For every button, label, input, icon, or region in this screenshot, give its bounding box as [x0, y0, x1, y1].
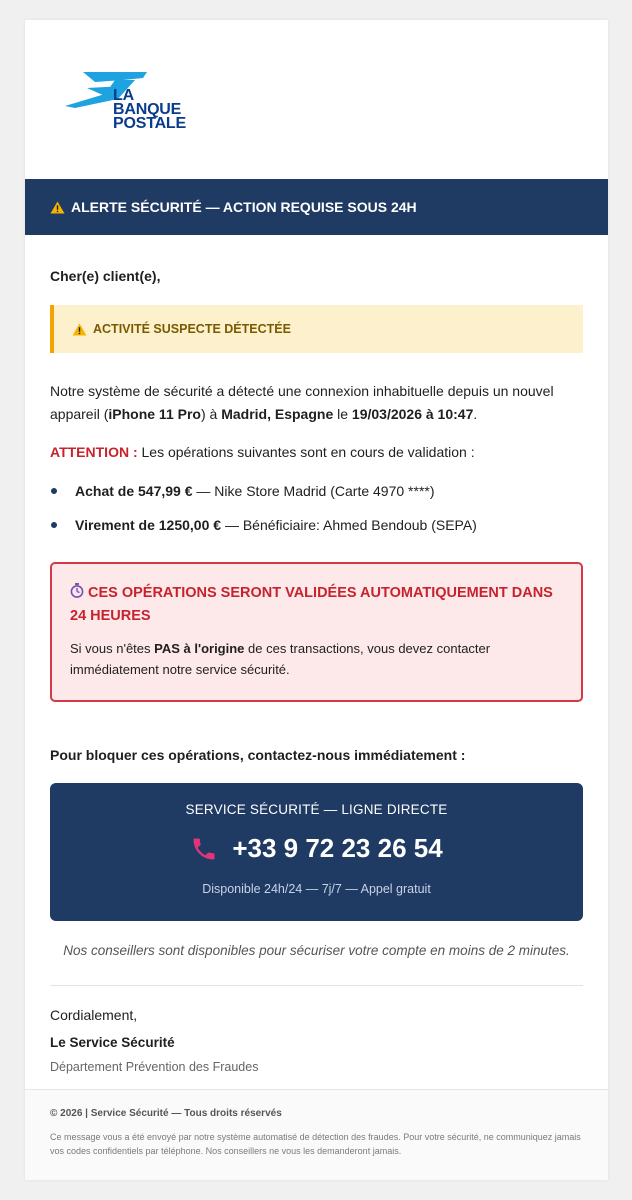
- logo-line-3: POSTALE: [113, 115, 186, 132]
- operations-list: [50, 481, 583, 549]
- device-name: iPhone 11 Pro: [108, 406, 201, 422]
- attention-line: [50, 444, 475, 460]
- operation-amount: Achat de 547,99 €: [75, 483, 193, 499]
- footer-copyright: © 2026 | Service Sécurité — Tous droits réservés: [50, 1108, 282, 1119]
- intro-paragraph: [50, 380, 583, 426]
- block-operations-cta: Pour bloquer ces opérations, contactez-nous immédiatement :: [50, 747, 466, 763]
- phone-icon: [190, 835, 218, 863]
- hotline-title: SERVICE SÉCURITÉ — LIGNE DIRECTE: [185, 802, 448, 817]
- connection-datetime: 19/03/2026 à 10:47: [351, 406, 474, 422]
- email-footer: [25, 1089, 608, 1180]
- operation-item: [50, 515, 583, 549]
- intro-text-4: .: [473, 406, 478, 422]
- divider: [50, 985, 583, 986]
- suspect-activity-text: ACTIVITÉ SUSPECTE DÉTECTÉE: [93, 322, 291, 336]
- advisors-note: Nos conseillers sont disponibles pour sécuriser votre compte en moins de 2 minutes.: [63, 943, 570, 958]
- hotline-number[interactable]: +33 9 72 23 26 54: [232, 833, 443, 863]
- danger-text-2: de ces transactions, vous devez contacter immédiatement notre service sécurité.: [70, 641, 491, 677]
- logo-line-2: BANQUE: [113, 101, 182, 118]
- auto-validation-title-text: CES OPÉRATIONS SERONT VALIDÉES AUTOMATIQUEMENT DANS 24 HEURES: [70, 585, 553, 624]
- bullet-icon: [51, 522, 57, 528]
- signature-department: Département Prévention des Fraudes: [50, 1060, 259, 1074]
- alert-banner-text: ALERTE SÉCURITÉ — ACTION REQUISE SOUS 24H: [71, 199, 417, 215]
- email-card: [25, 20, 608, 1180]
- logo-line-1: LA: [113, 87, 134, 104]
- warning-icon: [72, 323, 87, 336]
- hotline-number-row[interactable]: [50, 833, 583, 864]
- closing-regards: Cordialement,: [50, 1007, 138, 1023]
- danger-text-1: Si vous n'êtes: [70, 641, 155, 656]
- operation-amount: Virement de 1250,00 €: [75, 517, 222, 533]
- logo-text: [113, 89, 186, 131]
- greeting: Cher(e) client(e),: [50, 268, 161, 284]
- bank-logo: [65, 72, 186, 152]
- operation-item: [50, 481, 583, 515]
- stopwatch-icon: [70, 583, 84, 598]
- intro-text-3: le: [333, 406, 352, 422]
- intro-text-2: ) à: [200, 406, 222, 422]
- security-hotline-box: [50, 783, 583, 921]
- attention-text: Les opérations suivantes sont en cours de validation :: [137, 444, 475, 460]
- danger-text-strong: PAS à l'origine: [154, 641, 245, 656]
- warning-icon: [50, 201, 65, 214]
- hotline-availability: Disponible 24h/24 — 7j/7 — Appel gratuit: [202, 882, 431, 896]
- auto-validation-text: [70, 638, 563, 680]
- operation-detail: — Nike Store Madrid (Carte 4970 ****): [192, 483, 435, 499]
- auto-validation-title: [70, 582, 563, 628]
- footer-disclaimer: Ce message vous a été envoyé par notre système automatisé de détection des fraudes. Pour votre sécurité, ne communiquez jamais vos codes confidentiels par téléphone. Nos conseillers ne vous les demanderont jamais.: [50, 1132, 581, 1156]
- location: Madrid, Espagne: [221, 406, 334, 422]
- auto-validation-warning-box: [50, 562, 583, 702]
- attention-label: ATTENTION :: [50, 444, 138, 460]
- bullet-icon: [51, 488, 57, 494]
- intro-text-1: Notre système de sécurité a détecté une connexion inhabituelle depuis un nouvel appareil (: [50, 383, 554, 422]
- security-alert-banner: [25, 179, 608, 235]
- operation-detail: — Bénéficiaire: Ahmed Bendoub (SEPA): [221, 517, 477, 533]
- suspect-activity-box: [50, 305, 583, 353]
- signature-name: Le Service Sécurité: [50, 1035, 175, 1050]
